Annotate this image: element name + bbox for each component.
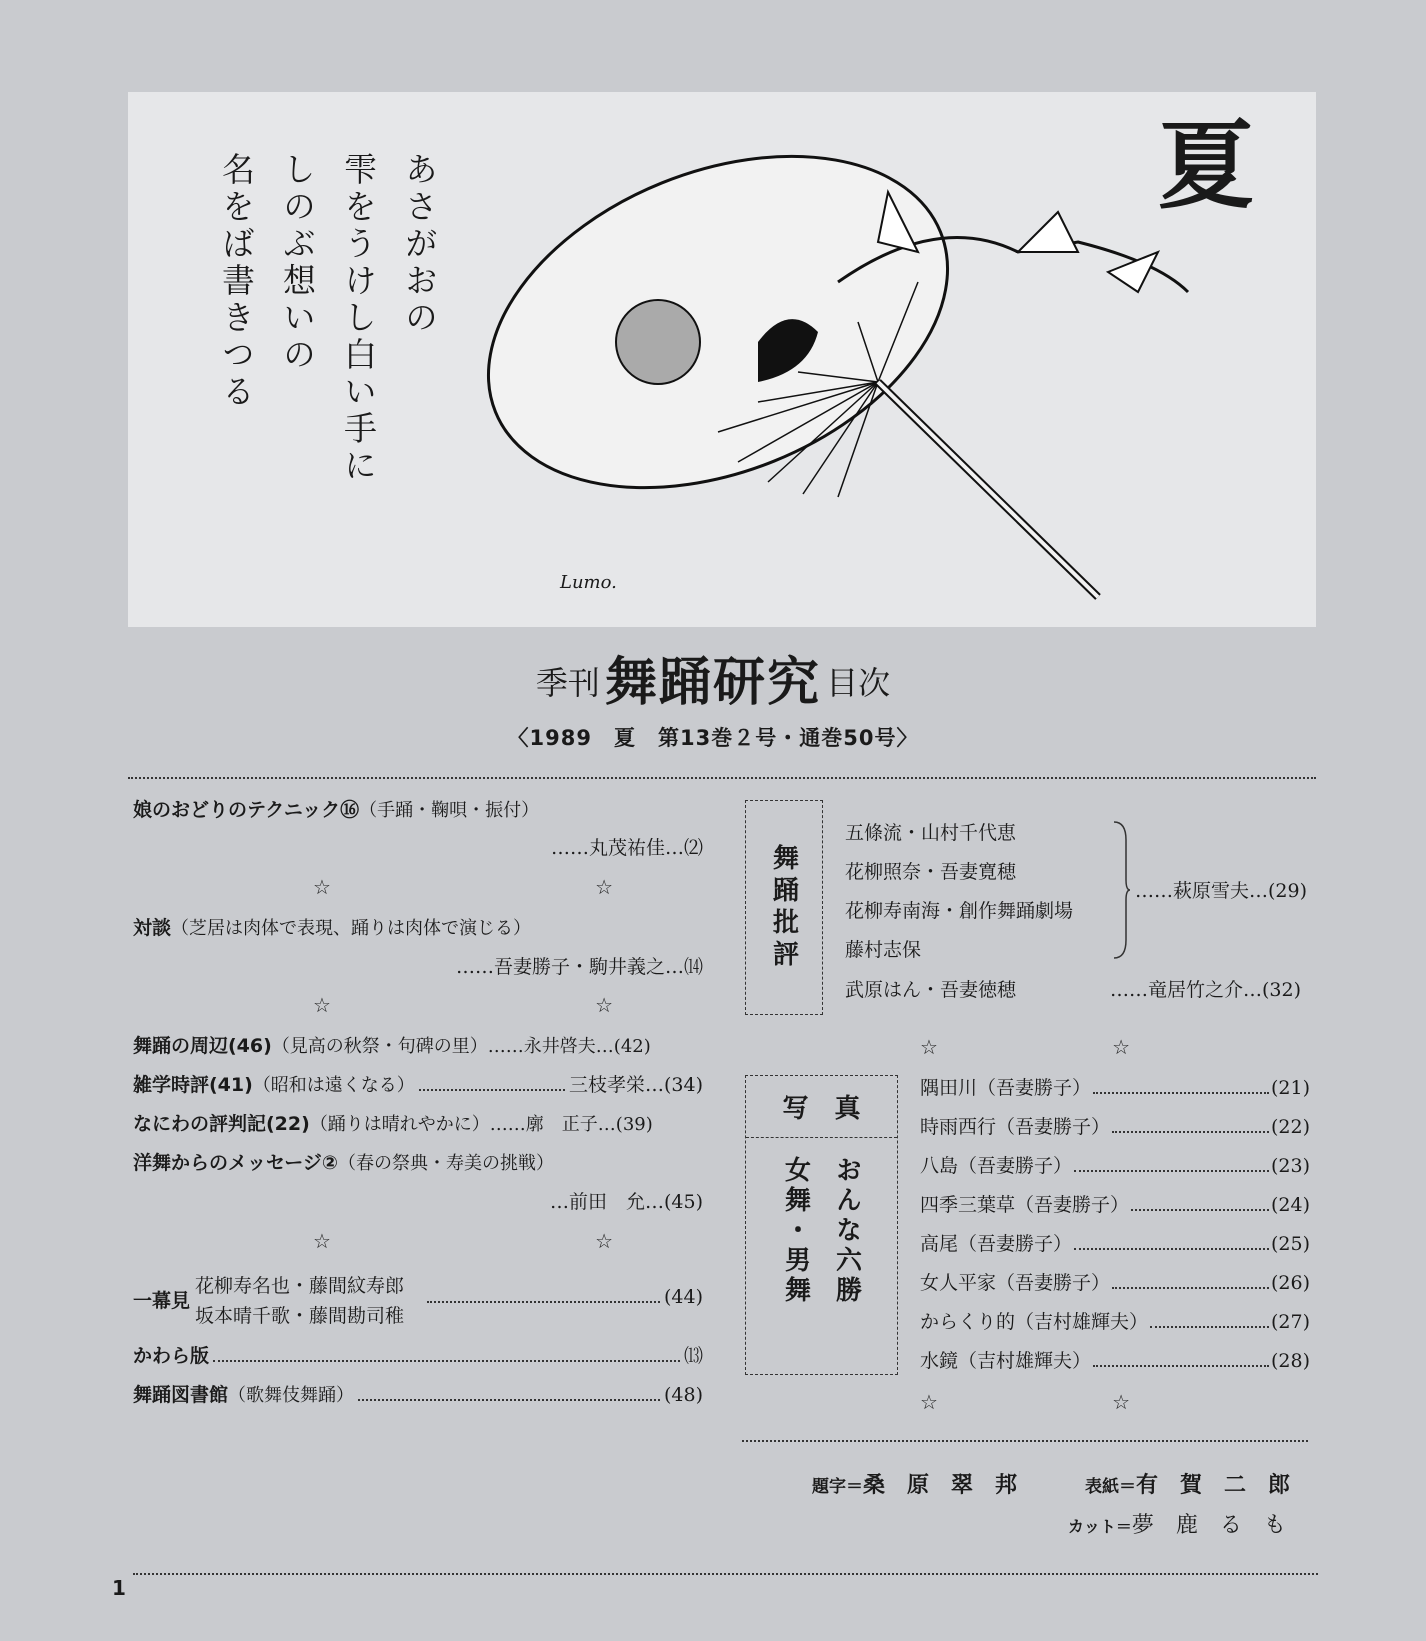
toc-entry-hitomakumi: 一幕見 花柳寿名也・藤間紋寿郎 坂本晴千歌・藤間勘司稚 (44) [133,1275,703,1327]
photo-entry: 高尾（吾妻勝子） (25) [920,1233,1310,1255]
review-item: 五條流・山村千代恵 [845,822,1017,844]
poem-line: あさがおの [400,152,439,337]
magazine-title [0,640,1426,715]
artist-signature: Lumo. [560,572,617,593]
poem-line: 名をば書きつる [217,152,256,411]
credit-cut: カット＝夢 鹿 る も [1068,1513,1286,1538]
star-separator: ☆ ☆ [920,1390,1130,1414]
toc-entry: 対談（芝居は肉体で表現、踊りは肉体で演じる） [133,917,532,939]
review-section-box [745,800,823,1015]
review-author: ……萩原雪夫…(29) [1135,880,1308,902]
divider [128,777,1316,779]
review-item: 武原はん・吾妻徳穂 [845,979,1017,1001]
issue-info: 〈1989 夏 第13巻２号・通巻50号〉 [507,726,919,750]
review-item: 花柳寿南海・創作舞踊劇場 [845,900,1074,922]
toc-entry: 娘のおどりのテクニック⑯（手踊・鞠唄・振付） [133,799,540,821]
bracket [1112,820,1132,960]
season-calligraphy: 夏 [1158,109,1254,222]
toc-page: あさがおの 雫をうけし白い手に しのぶ想いの 名をば書きつる Lumo. 夏 季刊 舞踊研究 目次 〈1989 夏 第13巻２号・通巻50号〉 娘のおどりのテクニック⑯（手踊・鞠唄・振付） ……丸茂祐佳…⑵ ☆ ☆ 対談（芝居は肉体で表現、踊りは肉体で演じる） ……吾妻勝子・駒井義之…⒁ ☆ ☆ 舞踊の周辺(46)（見高の秋祭・句碑の里）……永井啓夫…(42) 雑学時評(41) （昭和は遠くなる） 三枝孝栄…(34) なにわの評判記(22)（踊りは晴れやかに）……廓 正子…(39) 洋舞からのメッセージ②（春の祭典・寿美の挑戦） …前田 允…(45) ☆ ☆ 一幕見 花柳寿名也・藤間紋寿郎 坂本晴千歌・藤間勘司稚 (44) かわら版 ⒀ 舞踊図書館 （歌舞伎舞踊） (48) 舞踊批評 五條流・山村千代恵 花柳照奈・吾妻寛穂 花柳寿南海・創作舞踊劇場 藤村志保 ……萩原雪夫…(29) 武原はん・吾妻徳穂 ……竜居竹之介…(32) ☆ ☆ 写 真 おんな六勝 女舞・男舞 隅田川（吾妻勝子） (21) 時雨西行（吾妻勝子） (22) 八島（吾妻勝子） (23) 四季三葉草（吾妻勝子） (24) 高尾（吾妻勝子） (25) 女人平家（吾妻勝子） (26) からくり的（吉村雄輝夫） (27) 水鏡（吉村雄輝夫） (28) ☆ ☆ 題字＝桑 原 翠 邦 表紙＝有 賀 二 郎 カット＝夢 鹿 る も 1 [0,0,1426,1641]
star-separator: ☆ ☆ [313,1229,613,1253]
toc-entry: 舞踊図書館 （歌舞伎舞踊） (48) [133,1384,703,1406]
photo-entry: 水鏡（吉村雄輝夫） (28) [920,1350,1310,1372]
title-main: 舞踊研究 [604,652,821,713]
photo-entry: からくり的（吉村雄輝夫） (27) [920,1311,1310,1333]
illustration-band [128,92,1316,627]
toc-entry: なにわの評判記(22)（踊りは晴れやかに）……廓 正子…(39) [133,1113,653,1135]
poem [217,152,439,485]
photo-series-title: おんな六勝 女舞・男舞 [780,1156,862,1306]
photo-entry: 女人平家（吾妻勝子） (26) [920,1272,1310,1294]
toc-entry: 雑学時評(41) （昭和は遠くなる） 三枝孝栄…(34) [133,1074,703,1096]
photo-entry: 時雨西行（吾妻勝子） (22) [920,1116,1310,1138]
poem-line: しのぶ想いの [278,152,317,374]
photo-section-label: 写 真 [746,1076,897,1138]
divider [742,1440,1308,1442]
photo-entry: 八島（吾妻勝子） (23) [920,1155,1310,1177]
toc-entry: 舞踊の周辺(46)（見高の秋祭・句碑の里）……永井啓夫…(42) [133,1035,651,1057]
credit-cover: 表紙＝有 賀 二 郎 [1085,1473,1291,1498]
star-separator: ☆ ☆ [920,1035,1130,1059]
uchiwa-fan-illustration [458,132,1258,622]
page-number: 1 [112,1576,126,1600]
photo-section-box [745,1075,898,1375]
review-section-label: 舞踊批評 [768,843,799,972]
photo-entry: 隅田川（吾妻勝子） (21) [920,1077,1310,1099]
divider [133,1573,1318,1575]
toc-entry: 洋舞からのメッセージ②（春の祭典・寿美の挑戦） [133,1152,554,1174]
review-item: 花柳照奈・吾妻寛穂 [845,861,1017,883]
review-item: 藤村志保 [845,939,922,961]
star-separator: ☆ ☆ [313,993,613,1017]
photo-entry: 四季三葉草（吾妻勝子） (24) [920,1194,1310,1216]
credit-title-calligraphy: 題字＝桑 原 翠 邦 [812,1473,1018,1498]
title-suffix: 目次 [826,664,891,702]
toc-entry: かわら版 ⒀ [133,1345,703,1367]
review-author: ……竜居竹之介…(32) [1110,979,1302,1001]
poem-line: 雫をうけし白い手に [339,152,378,485]
title-prefix: 季刊 [535,664,600,702]
star-separator: ☆ ☆ [313,875,613,899]
